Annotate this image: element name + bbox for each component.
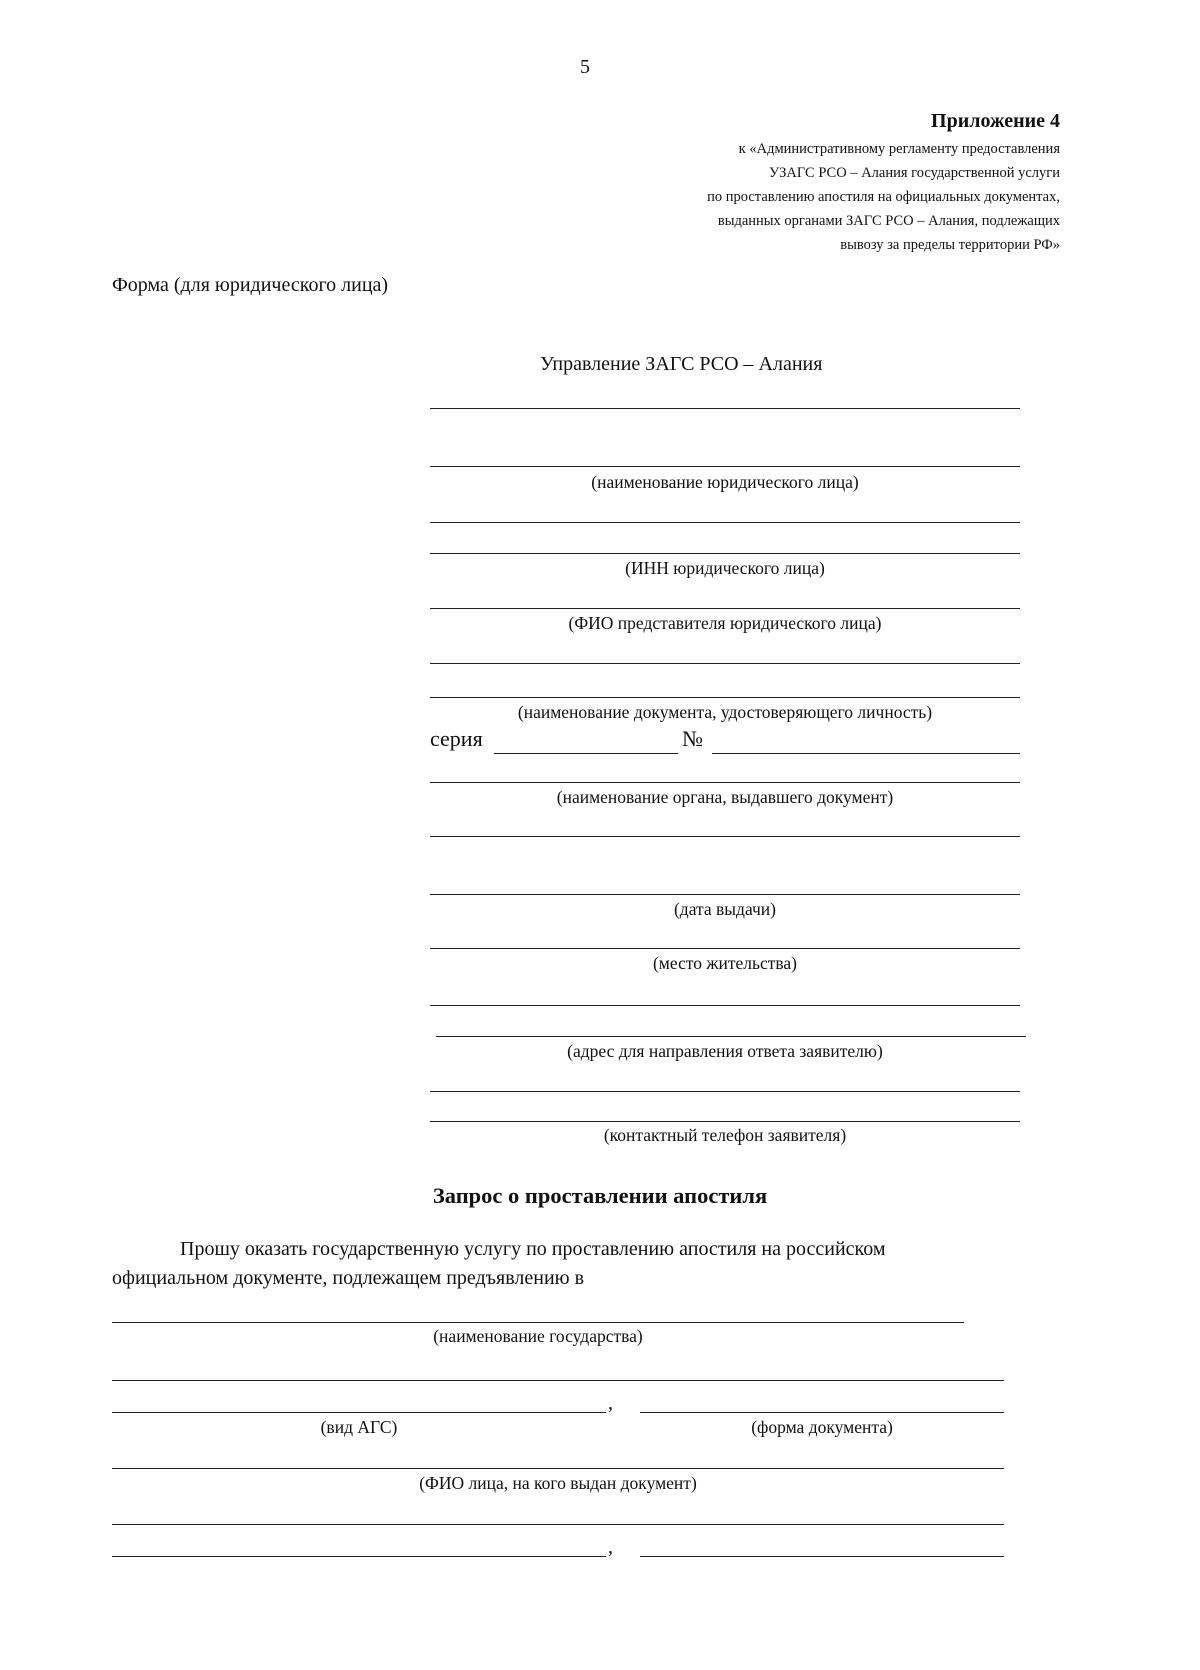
phone-line-2[interactable] xyxy=(430,1121,1020,1122)
number-field[interactable] xyxy=(712,753,1020,754)
series-label: серия xyxy=(430,726,483,751)
org-name-line-1[interactable] xyxy=(430,408,1020,409)
state-caption: (наименование государства) xyxy=(433,1326,643,1346)
inn-line-1[interactable] xyxy=(430,522,1020,523)
person-name-line[interactable] xyxy=(112,1468,1004,1469)
id-doc-line-1[interactable] xyxy=(430,663,1020,664)
issue-date-caption: (дата выдачи) xyxy=(673,899,777,919)
issuer-line[interactable] xyxy=(430,782,1020,783)
form-type-label: Форма (для юридического лица) xyxy=(112,274,389,296)
phone-line-1[interactable] xyxy=(430,1091,1020,1092)
appendix-text-line: выданных органами ЗАГС РСО – Алания, подлежащих xyxy=(717,213,1060,229)
issue-date-line-2[interactable] xyxy=(430,894,1020,895)
person-name-caption: (ФИО лица, на кого выдан документ) xyxy=(419,1473,697,1493)
ags-type-caption: (вид АГС) xyxy=(320,1417,398,1437)
residence-line[interactable] xyxy=(430,948,1020,949)
org-name-line-2[interactable] xyxy=(430,466,1020,467)
state-line[interactable] xyxy=(112,1322,964,1323)
comma: , xyxy=(608,1536,613,1558)
appendix-text-line: по проставлению апостиля на официальных документах, xyxy=(707,189,1060,205)
doc-form-caption: (форма документа) xyxy=(751,1417,893,1437)
issue-date-line-1[interactable] xyxy=(430,836,1020,837)
issuer-caption: (наименование органа, выдавшего документ) xyxy=(556,787,894,807)
id-doc-caption: (наименование документа, удостоверяющего личность) xyxy=(517,702,933,722)
doc-form-field[interactable] xyxy=(640,1412,1004,1413)
comma: , xyxy=(608,1392,613,1414)
appendix-text-line: к «Административному регламенту предоставления xyxy=(738,141,1060,157)
rep-name-line[interactable] xyxy=(430,608,1020,609)
appendix-text-line: УЗАГС РСО – Алания государственной услуги xyxy=(769,165,1060,181)
number-label: № xyxy=(682,726,703,751)
inn-line-2[interactable] xyxy=(430,553,1020,554)
request-paragraph-line-2: официальном документе, подлежащем предъявлению в xyxy=(112,1267,585,1289)
ags-type-field[interactable] xyxy=(112,1412,606,1413)
series-number-row xyxy=(430,724,1020,758)
document-line-2[interactable] xyxy=(112,1524,1004,1525)
inn-caption: (ИНН юридического лица) xyxy=(625,558,825,578)
request-title: Запрос о проставлении апостиля xyxy=(432,1183,768,1208)
org-name-caption: (наименование юридического лица) xyxy=(591,472,859,492)
reply-address-line-1[interactable] xyxy=(430,1005,1020,1006)
document-line-3-left[interactable] xyxy=(112,1556,606,1557)
request-paragraph-line-1: Прошу оказать государственную услугу по проставлению апостиля на российском xyxy=(180,1238,886,1260)
page-number: 5 xyxy=(580,56,590,78)
rep-name-caption: (ФИО представителя юридического лица) xyxy=(568,613,882,633)
id-doc-line-2[interactable] xyxy=(430,697,1020,698)
reply-address-caption: (адрес для направления ответа заявителю) xyxy=(567,1041,883,1061)
series-field[interactable] xyxy=(494,753,678,754)
appendix-title: Приложение 4 xyxy=(931,110,1060,132)
recipient-name: Управление ЗАГС РСО – Алания xyxy=(540,353,823,375)
phone-caption: (контактный телефон заявителя) xyxy=(603,1125,847,1145)
document-line-3-right[interactable] xyxy=(640,1556,1004,1557)
reply-address-line-2[interactable] xyxy=(436,1036,1026,1037)
appendix-text-line: вывозу за пределы территории РФ» xyxy=(840,237,1060,253)
residence-caption: (место жительства) xyxy=(652,953,798,973)
document-line-1[interactable] xyxy=(112,1380,1004,1381)
